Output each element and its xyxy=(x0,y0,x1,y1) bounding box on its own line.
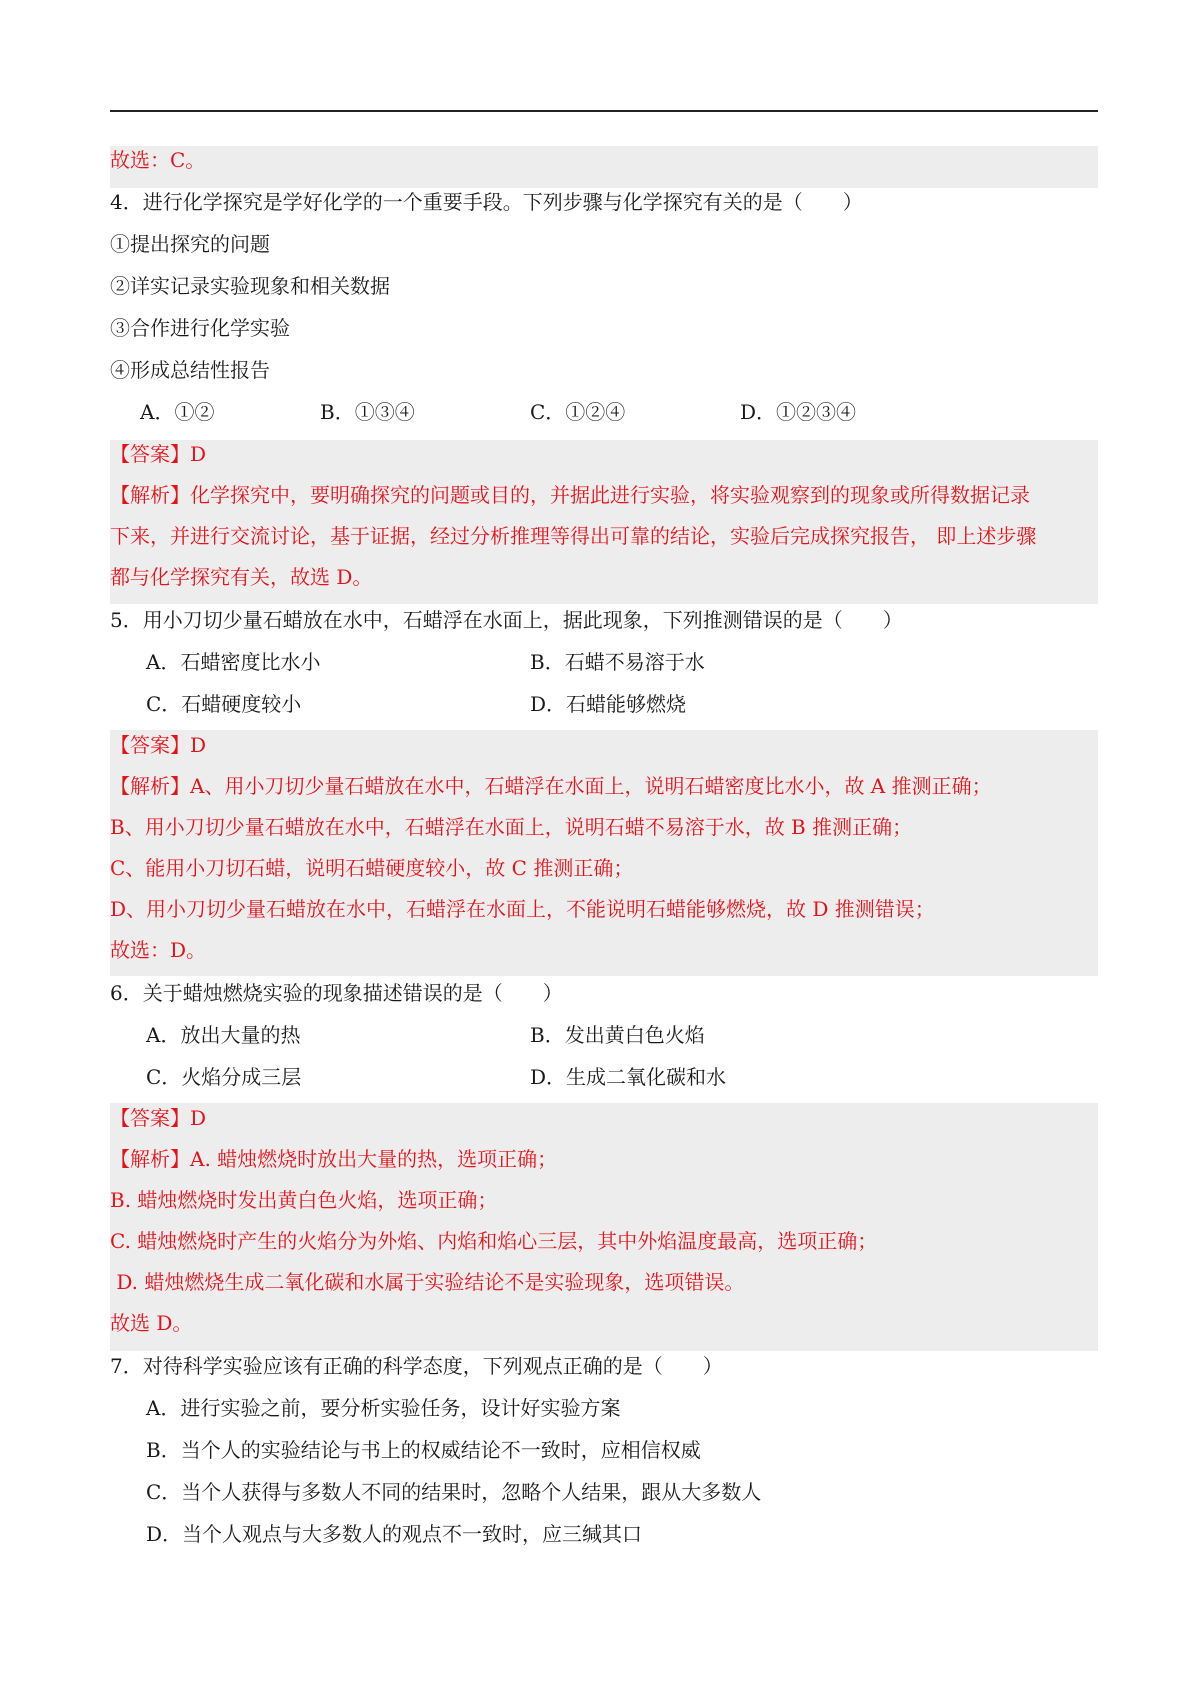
q5-answer: 【答案】D xyxy=(110,733,207,757)
q4-option-b: B．①③④ xyxy=(320,400,415,424)
q6-option-d: D．生成二氧化碳和水 xyxy=(530,1065,727,1089)
q4-item: ③合作进行化学实验 xyxy=(110,316,290,340)
q4-analysis-line: 【解析】化学探究中，要明确探究的问题或目的，并据此进行实验，将实验观察到的现象或所得数据记录 xyxy=(110,483,1030,507)
q4-analysis-line: 下来，并进行交流讨论，基于证据，经过分析推理等得出可靠的结论，实验后完成探究报告， 即上述步骤 xyxy=(110,524,1037,548)
q5-option-a: A．石蜡密度比水小 xyxy=(146,650,321,674)
q5-stem: 5．用小刀切少量石蜡放在水中，石蜡浮在水面上，据此现象，下列推测错误的是（ ） xyxy=(110,608,903,632)
q4-option-a: A．①② xyxy=(140,400,215,424)
q4-item: ④形成总结性报告 xyxy=(110,358,270,382)
q5-analysis-line: 故选：D。 xyxy=(110,938,207,962)
q7-stem: 7．对待科学实验应该有正确的科学态度，下列观点正确的是（ ） xyxy=(110,1354,723,1378)
header-rule xyxy=(110,110,1098,112)
q6-analysis-line: B. 蜡烛燃烧时发出黄白色火焰，选项正确； xyxy=(110,1188,498,1212)
q6-analysis-line: 故选 D。 xyxy=(110,1311,193,1335)
q4-item: ①提出探究的问题 xyxy=(110,232,270,256)
q4-stem: 4．进行化学探究是学好化学的一个重要手段。下列步骤与化学探究有关的是（ ） xyxy=(110,190,863,214)
q6-option-a: A．放出大量的热 xyxy=(146,1023,301,1047)
q4-item: ②详实记录实验现象和相关数据 xyxy=(110,274,390,298)
q7-option-a: A．进行实验之前，要分析实验任务，设计好实验方案 xyxy=(146,1396,621,1420)
q4-analysis-line: 都与化学探究有关，故选 D。 xyxy=(110,565,373,589)
q6-analysis-line: 【解析】A. 蜡烛燃烧时放出大量的热，选项正确； xyxy=(110,1147,558,1171)
q6-stem: 6．关于蜡烛燃烧实验的现象描述错误的是（ ） xyxy=(110,981,563,1005)
q5-analysis-line: B、用小刀切少量石蜡放在水中，石蜡浮在水面上，说明石蜡不易溶于水，故 B 推测正确； xyxy=(110,815,913,839)
prev-conclusion: 故选：C。 xyxy=(110,148,206,172)
q5-option-c: C．石蜡硬度较小 xyxy=(146,692,302,716)
q6-analysis-line: C. 蜡烛燃烧时产生的火焰分为外焰、内焰和焰心三层，其中外焰温度最高，选项正确； xyxy=(110,1229,878,1253)
q5-option-d: D．石蜡能够燃烧 xyxy=(530,692,687,716)
q4-option-d: D．①②③④ xyxy=(740,400,857,424)
q5-analysis-line: D、用小刀切少量石蜡放在水中，石蜡浮在水面上，不能说明石蜡能够燃烧，故 D 推测错误； xyxy=(110,897,935,921)
q6-option-b: B．发出黄白色火焰 xyxy=(530,1023,705,1047)
q7-option-c: C．当个人获得与多数人不同的结果时，忽略个人结果，跟从大多数人 xyxy=(146,1480,762,1504)
q6-analysis-line: D. 蜡烛燃烧生成二氧化碳和水属于实验结论不是实验现象，选项错误。 xyxy=(110,1270,745,1294)
q4-answer: 【答案】D xyxy=(110,442,207,466)
q6-answer: 【答案】D xyxy=(110,1106,207,1130)
answer-shade xyxy=(110,730,1098,976)
q6-option-c: C．火焰分成三层 xyxy=(146,1065,302,1089)
q5-option-b: B．石蜡不易溶于水 xyxy=(530,650,705,674)
q5-analysis-line: 【解析】A、用小刀切少量石蜡放在水中，石蜡浮在水面上，说明石蜡密度比水小，故 A 推测正确； xyxy=(110,774,992,798)
q7-option-d: D．当个人观点与大多数人的观点不一致时，应三缄其口 xyxy=(146,1522,643,1546)
q4-option-c: C．①②④ xyxy=(530,400,626,424)
q7-option-b: B．当个人的实验结论与书上的权威结论不一致时，应相信权威 xyxy=(146,1438,701,1462)
q5-analysis-line: C、能用小刀切石蜡，说明石蜡硬度较小，故 C 推测正确； xyxy=(110,856,634,880)
answer-shade xyxy=(110,146,1098,188)
